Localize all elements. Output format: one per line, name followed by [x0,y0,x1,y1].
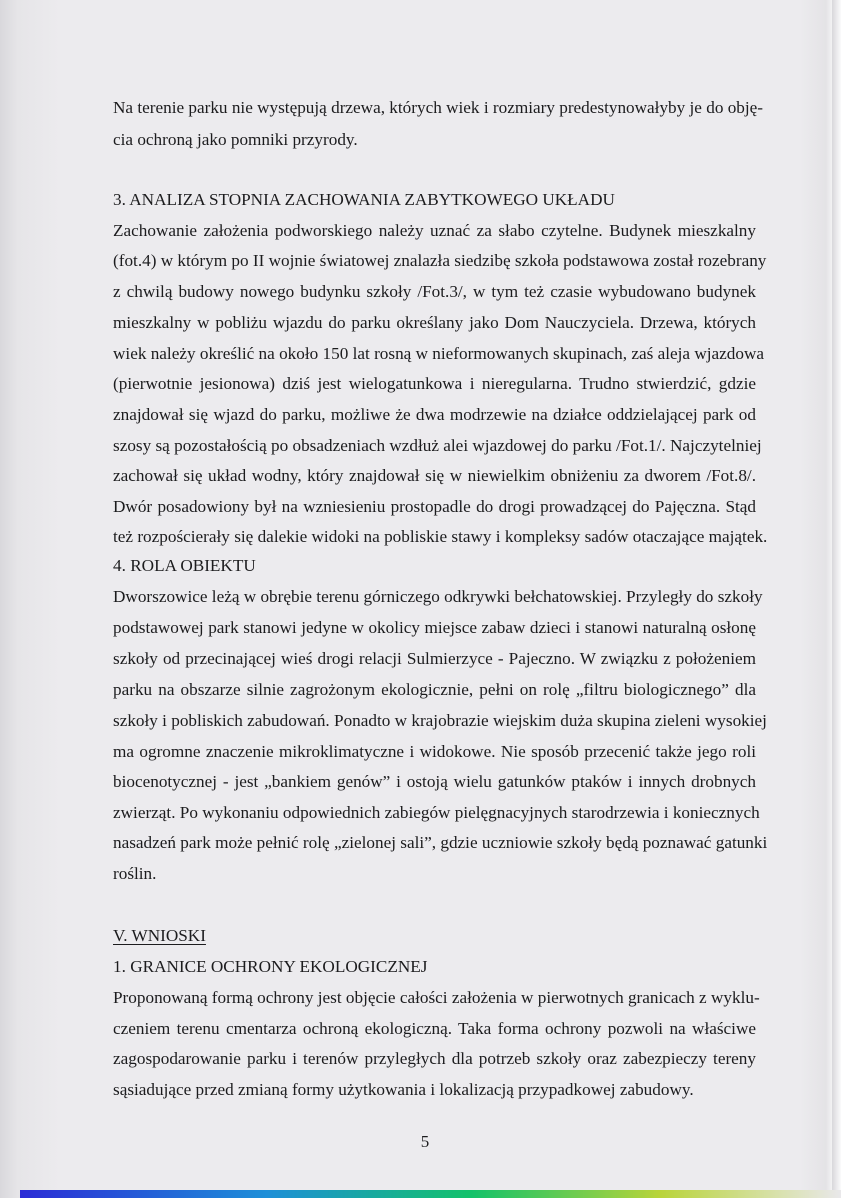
text-line: Dwór posadowiony był na wzniesieniu prostopadle do drogi prowadzącej do Pajęczna. Stąd [113,497,756,516]
chapter-heading: V. WNIOSKI [113,926,206,945]
text-line: czeniem terenu cmentarza ochroną ekologiczną. Taka forma ochrony pozwoli na właściwe [113,1019,756,1038]
text-line: (fot.4) w którym po II wojnie światowej znalazła siedzibę szkoła podstawowa został rozebrany [113,251,767,270]
text-line: Proponowaną formą ochrony jest objęcie całości założenia w pierwotnych granicach z wyklu- [113,988,760,1007]
text-line: szkoły i pobliskich zabudowań. Ponadto w krajobrazie wiejskim duża skupina zieleni wysokiej [113,711,767,730]
page-edge [832,0,841,1198]
text-line: z chwilą budowy nowego budynku szkoły /Fot.3/, w tym też czasie wybudowano budynek [113,282,756,301]
section-heading: 4. ROLA OBIEKTU [113,556,256,575]
text-line: wiek należy określić na około 150 lat rosną w nieformowanych skupinach, zaś aleja wjazdowa [113,344,764,363]
text-line: podstawowej park stanowi jedyne w okolicy miejsce zabaw dzieci i stanowi naturalną osłonę [113,618,756,637]
text-line: szkoły od przecinającej wieś drogi relacji Sulmierzyce - Pajeczno. W związku z położeniem [113,649,756,668]
page-number: 5 [420,1132,430,1151]
text-line: nasadzeń park może pełnić rolę „zielonej sali”, gdzie uczniowie szkoły będą poznawać gatunki [113,833,768,852]
text-line: parku na obszarze silnie zagrożonym ekologicznie, pełni on rolę „filtru biologicznego” dla [113,680,756,699]
text-line: ma ogromne znaczenie mikroklimatyczne i widokowe. Nie sposób przecenić także jego roli [113,742,756,761]
section-heading: 3. ANALIZA STOPNIA ZACHOWANIA ZABYTKOWEGO UKŁADU [113,190,615,209]
text-line: mieszkalny w pobliżu wjazdu do parku określany jako Dom Nauczyciela. Drzewa, których [113,313,756,332]
text-line: Dworszowice leżą w obrębie terenu górniczego odkrywki bełchatowskiej. Przyległy do szkoły [113,587,763,606]
text-line: znajdował się wjazd do parku, możliwe że dwa modrzewie na działce oddzielającej park od [113,405,756,424]
text-line: (pierwotnie jesionowa) dziś jest wielogatunkowa i nieregularna. Trudno stwierdzić, gdzie [113,374,756,393]
text-line: Zachowanie założenia podworskiego należy uznać za słabo czytelne. Budynek mieszkalny [113,221,756,240]
text-line: Na terenie parku nie występują drzewa, których wiek i rozmiary predestynowałyby je do obję- [113,98,764,117]
section-heading: 1. GRANICE OCHRONY EKOLOGICZNEJ [113,957,428,976]
text-line: też rozpościerały się dalekie widoki na pobliskie stawy i kompleksy sadów otaczające majątek. [113,527,768,546]
text-line: biocenotycznej - jest „bankiem genów” i ostoją wielu gatunków ptaków i innych drobnych [113,772,756,791]
text-line: cia ochroną jako pomniki przyrody. [113,130,358,149]
scan-edge-strip [20,1190,841,1198]
text-line: zwierząt. Po wykonaniu odpowiednich zabiegów pielęgnacyjnych starodrzewia i koniecznych [113,803,760,822]
text-line: szosy są pozostałością po obsadzeniach wzdłuż alei wjazdowej do parku /Fot.1/. Najczytelniej [113,436,762,455]
text-line: zagospodarowanie parku i terenów przyległych dla potrzeb szkoły oraz zabezpieczy tereny [113,1049,756,1068]
text-line: zachował się układ wodny, który znajdował się w niewielkim obniżeniu za dworem /Fot.8/. [113,466,756,485]
text-line: roślin. [113,864,157,883]
text-line: sąsiadujące przed zmianą formy użytkowania i lokalizacją przypadkowej zabudowy. [113,1080,694,1099]
